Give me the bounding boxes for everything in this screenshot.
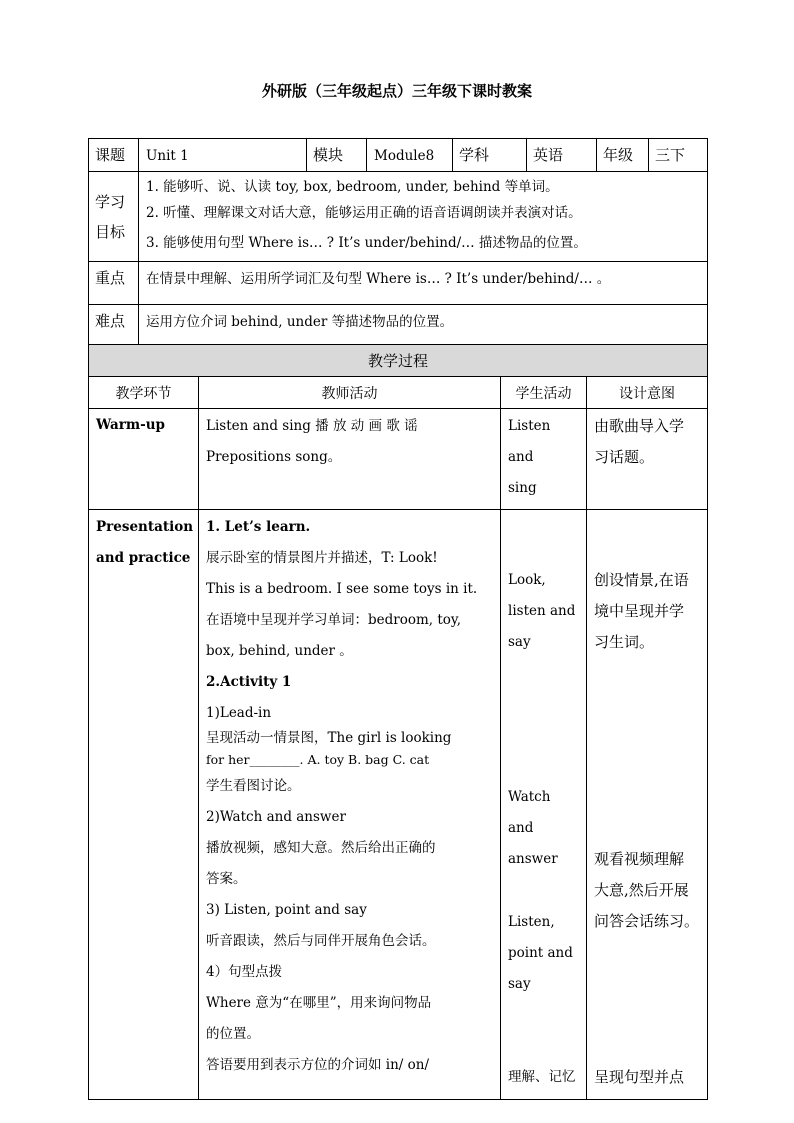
teacher-line: for her________. A. toy B. bag C. cat	[206, 752, 430, 767]
teacher-line: This is a bedroom. I see some toys in it.	[206, 581, 478, 597]
intent-line: 呈现句型并点	[594, 1068, 685, 1086]
student-line: listen and	[508, 603, 576, 619]
teacher-line: 听音跟读，然后与同伴开展角色会话。	[206, 933, 436, 949]
grade-value: 三下	[649, 139, 708, 172]
warmup-intent	[587, 409, 708, 510]
process-band: 教学过程	[89, 345, 708, 377]
column-header: 教师活动	[199, 377, 501, 409]
teacher-line: 的位置。	[206, 1026, 260, 1042]
intent-line: 问答会话练习。	[594, 912, 700, 930]
column-header: 教学环节	[89, 377, 199, 409]
student-line: 理解、记忆	[508, 1069, 576, 1085]
warmup-student-line: sing	[508, 480, 537, 496]
teacher-line: box, behind, under 。	[206, 643, 353, 659]
student-line: Watch and	[508, 789, 551, 836]
intent-line: 大意,然后开展	[594, 881, 689, 899]
teacher-line: 呈现活动一情景图，The girl is looking	[206, 730, 452, 746]
column-header: 学生活动	[501, 377, 587, 409]
teacher-line: 1)Lead-in	[206, 705, 272, 721]
student-line: say	[508, 976, 531, 992]
difficulty-text: 运用方位介词 behind, under 等描述物品的位置。	[139, 305, 708, 354]
teacher-line: 2.Activity 1	[206, 674, 292, 690]
presentation-intent	[587, 510, 708, 1100]
goal-item: 2. 听懂、理解课文对话大意，能够运用正确的语音语调朗读并表演对话。	[146, 205, 582, 221]
subject-value: 英语	[527, 139, 597, 172]
grade-label: 年级	[597, 139, 649, 172]
module-value: Module8	[367, 139, 453, 172]
warmup-teacher-line: Listen and sing 播 放 动 画 歌 谣	[206, 418, 418, 434]
warmup-teacher	[199, 409, 501, 510]
teacher-line: 4）句型点拨	[206, 964, 283, 980]
teacher-line: 在语境中呈现并学习单词：bedroom, toy,	[206, 612, 462, 628]
student-line: Look,	[508, 572, 546, 588]
presentation-stage	[89, 510, 199, 1100]
student-line: say	[508, 634, 531, 650]
goal-item: 3. 能够使用句型 Where is… ? It’s under/behind/… 描述物品的位置。	[146, 235, 587, 251]
process-table	[88, 344, 708, 1100]
topic-label: 课题	[89, 139, 139, 172]
student-line: Listen,	[508, 914, 555, 930]
teacher-line: Where 意为“在哪里”，用来询问物品	[206, 995, 432, 1011]
intent-line: 习生词。	[594, 633, 655, 651]
document-title: 外研版（三年级起点）三年级下课时教案	[261, 82, 532, 100]
presentation-stage-line: Presentation	[96, 519, 194, 535]
module-label: 模块	[307, 139, 367, 172]
teacher-line: 1. Let’s learn.	[206, 519, 311, 535]
warmup-teacher-line: Prepositions song。	[206, 449, 342, 465]
goals-list	[139, 172, 708, 262]
difficulty-label: 难点	[89, 305, 139, 354]
subject-label: 学科	[453, 139, 527, 172]
presentation-teacher	[199, 510, 501, 1100]
column-header: 设计意图	[587, 377, 708, 409]
teacher-line: 学生看图讨论。	[206, 778, 301, 794]
teacher-line: 播放视频，感知大意。然后给出正确的	[206, 840, 436, 856]
warmup-student	[501, 409, 587, 510]
warmup-intent-line: 习话题。	[594, 448, 655, 466]
presentation-stage-line: and practice	[96, 550, 191, 566]
teacher-line: 答案。	[206, 871, 247, 887]
goals-label: 学习目标	[89, 172, 139, 262]
intent-line: 境中呈现并学	[594, 602, 685, 620]
topic-value: Unit 1	[139, 139, 307, 172]
key-point-label: 重点	[89, 262, 139, 305]
teacher-line: 3) Listen, point and say	[206, 902, 367, 918]
warmup-student-line: Listen and	[508, 418, 551, 465]
intent-line: 观看视频理解	[594, 850, 685, 868]
info-table	[88, 138, 708, 354]
student-line: point and	[508, 945, 573, 961]
warmup-stage: Warm-up	[89, 409, 199, 510]
presentation-student	[501, 510, 587, 1100]
key-point-text: 在情景中理解、运用所学词汇及句型 Where is… ? It’s under/behind/… 。	[139, 262, 708, 305]
warmup-intent-line: 由歌曲导入学	[594, 417, 685, 435]
teacher-line: 展示卧室的情景图片并描述，T: Look!	[206, 550, 438, 566]
teacher-line: 2)Watch and answer	[206, 809, 346, 825]
teacher-line: 答语要用到表示方位的介词如 in/ on/	[206, 1057, 430, 1073]
goal-item: 1. 能够听、说、认读 toy, box, bedroom, under, behind 等单词。	[146, 179, 559, 195]
student-line: answer	[508, 851, 558, 867]
intent-line: 创设情景,在语	[594, 571, 689, 589]
